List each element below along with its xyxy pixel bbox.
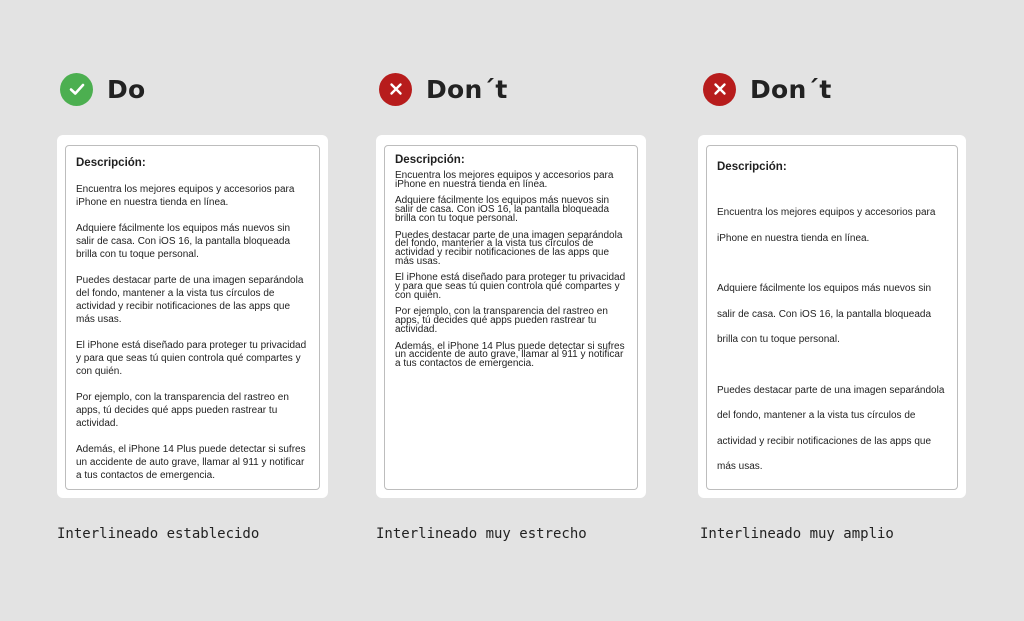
description-box — [65, 145, 320, 490]
paragraph: Encuentra los mejores equipos y accesorios para iPhone en nuestra tienda en línea. — [395, 170, 614, 190]
close-icon — [703, 73, 736, 106]
paragraph: Puedes destacar parte de una imagen separándola del fondo, mantener a la vista tus círculos de actividad y recibir notificaciones de las apps que más usas. — [395, 229, 623, 267]
paragraph: Adquiere fácilmente los equipos más nuevos sin salir de casa. Con iOS 16, la pantalla bloqueada brilla con tu toque personal. — [717, 283, 932, 345]
example-card-dont-wide — [698, 135, 966, 498]
heading-do: Do — [107, 74, 146, 104]
check-icon — [60, 73, 93, 106]
description-title: Descripción: — [717, 161, 787, 173]
paragraph: Adquiere fácilmente los equipos más nuevos sin salir de casa. Con iOS 16, la pantalla bloqueada brilla con tu toque personal. — [76, 223, 291, 260]
caption-dont-wide: Interlineado muy amplio — [700, 526, 894, 542]
paragraph: El iPhone está diseñado para proteger tu privacidad y para que seas tú quien controla qué compartes y con quién. — [76, 340, 307, 377]
heading-dont: Don´t — [426, 74, 508, 104]
panel-header-do — [60, 72, 146, 106]
panel-header-dont-tight — [379, 72, 508, 106]
paragraph: Encuentra los mejores equipos y accesorios para iPhone en nuestra tienda en línea. — [76, 184, 295, 208]
paragraph: Por ejemplo, con la transparencia del rastreo en apps, tú decides qué apps pueden rastrear tu actividad. — [76, 392, 289, 429]
paragraph: El iPhone está diseñado para proteger tu privacidad y para que seas tú quien controla qué compartes y con quién. — [395, 272, 626, 301]
paragraph: Adquiere fácilmente los equipos más nuevos sin salir de casa. Con iOS 16, la pantalla bloqueada brilla con tu toque personal. — [395, 195, 610, 224]
paragraph: Además, el iPhone 14 Plus puede detectar si sufres un accidente de auto grave, llamar al 911 y notificar a tus contactos de emergencia. — [76, 444, 306, 481]
heading-dont: Don´t — [750, 74, 832, 104]
description-title: Descripción: — [76, 157, 146, 169]
caption-dont-tight: Interlineado muy estrecho — [376, 526, 587, 542]
paragraph: Por ejemplo, con la transparencia del rastreo en apps, tú decides qué apps pueden rastrear tu actividad. — [395, 306, 608, 335]
close-icon — [379, 73, 412, 106]
caption-do: Interlineado establecido — [57, 526, 260, 542]
panel-header-dont-wide — [703, 72, 832, 106]
description-box — [384, 145, 638, 490]
description-box — [706, 145, 958, 490]
example-card-dont-tight — [376, 135, 646, 498]
paragraph: Encuentra los mejores equipos y accesorios para iPhone en nuestra tienda en línea. — [717, 207, 936, 244]
paragraph: Puedes destacar parte de una imagen separándola del fondo, mantener a la vista tus círculos de actividad y recibir notificaciones de las apps que más usas. — [76, 275, 304, 325]
example-card-do — [57, 135, 328, 498]
description-title: Descripción: — [395, 154, 465, 166]
paragraph: Además, el iPhone 14 Plus puede detectar si sufres un accidente de auto grave, llamar al 911 y notificar a tus contactos de emergencia. — [395, 340, 625, 369]
paragraph: Puedes destacar parte de una imagen separándola del fondo, mantener a la vista tus círculos de actividad y recibir notificaciones de las apps que más usas. — [717, 384, 945, 472]
